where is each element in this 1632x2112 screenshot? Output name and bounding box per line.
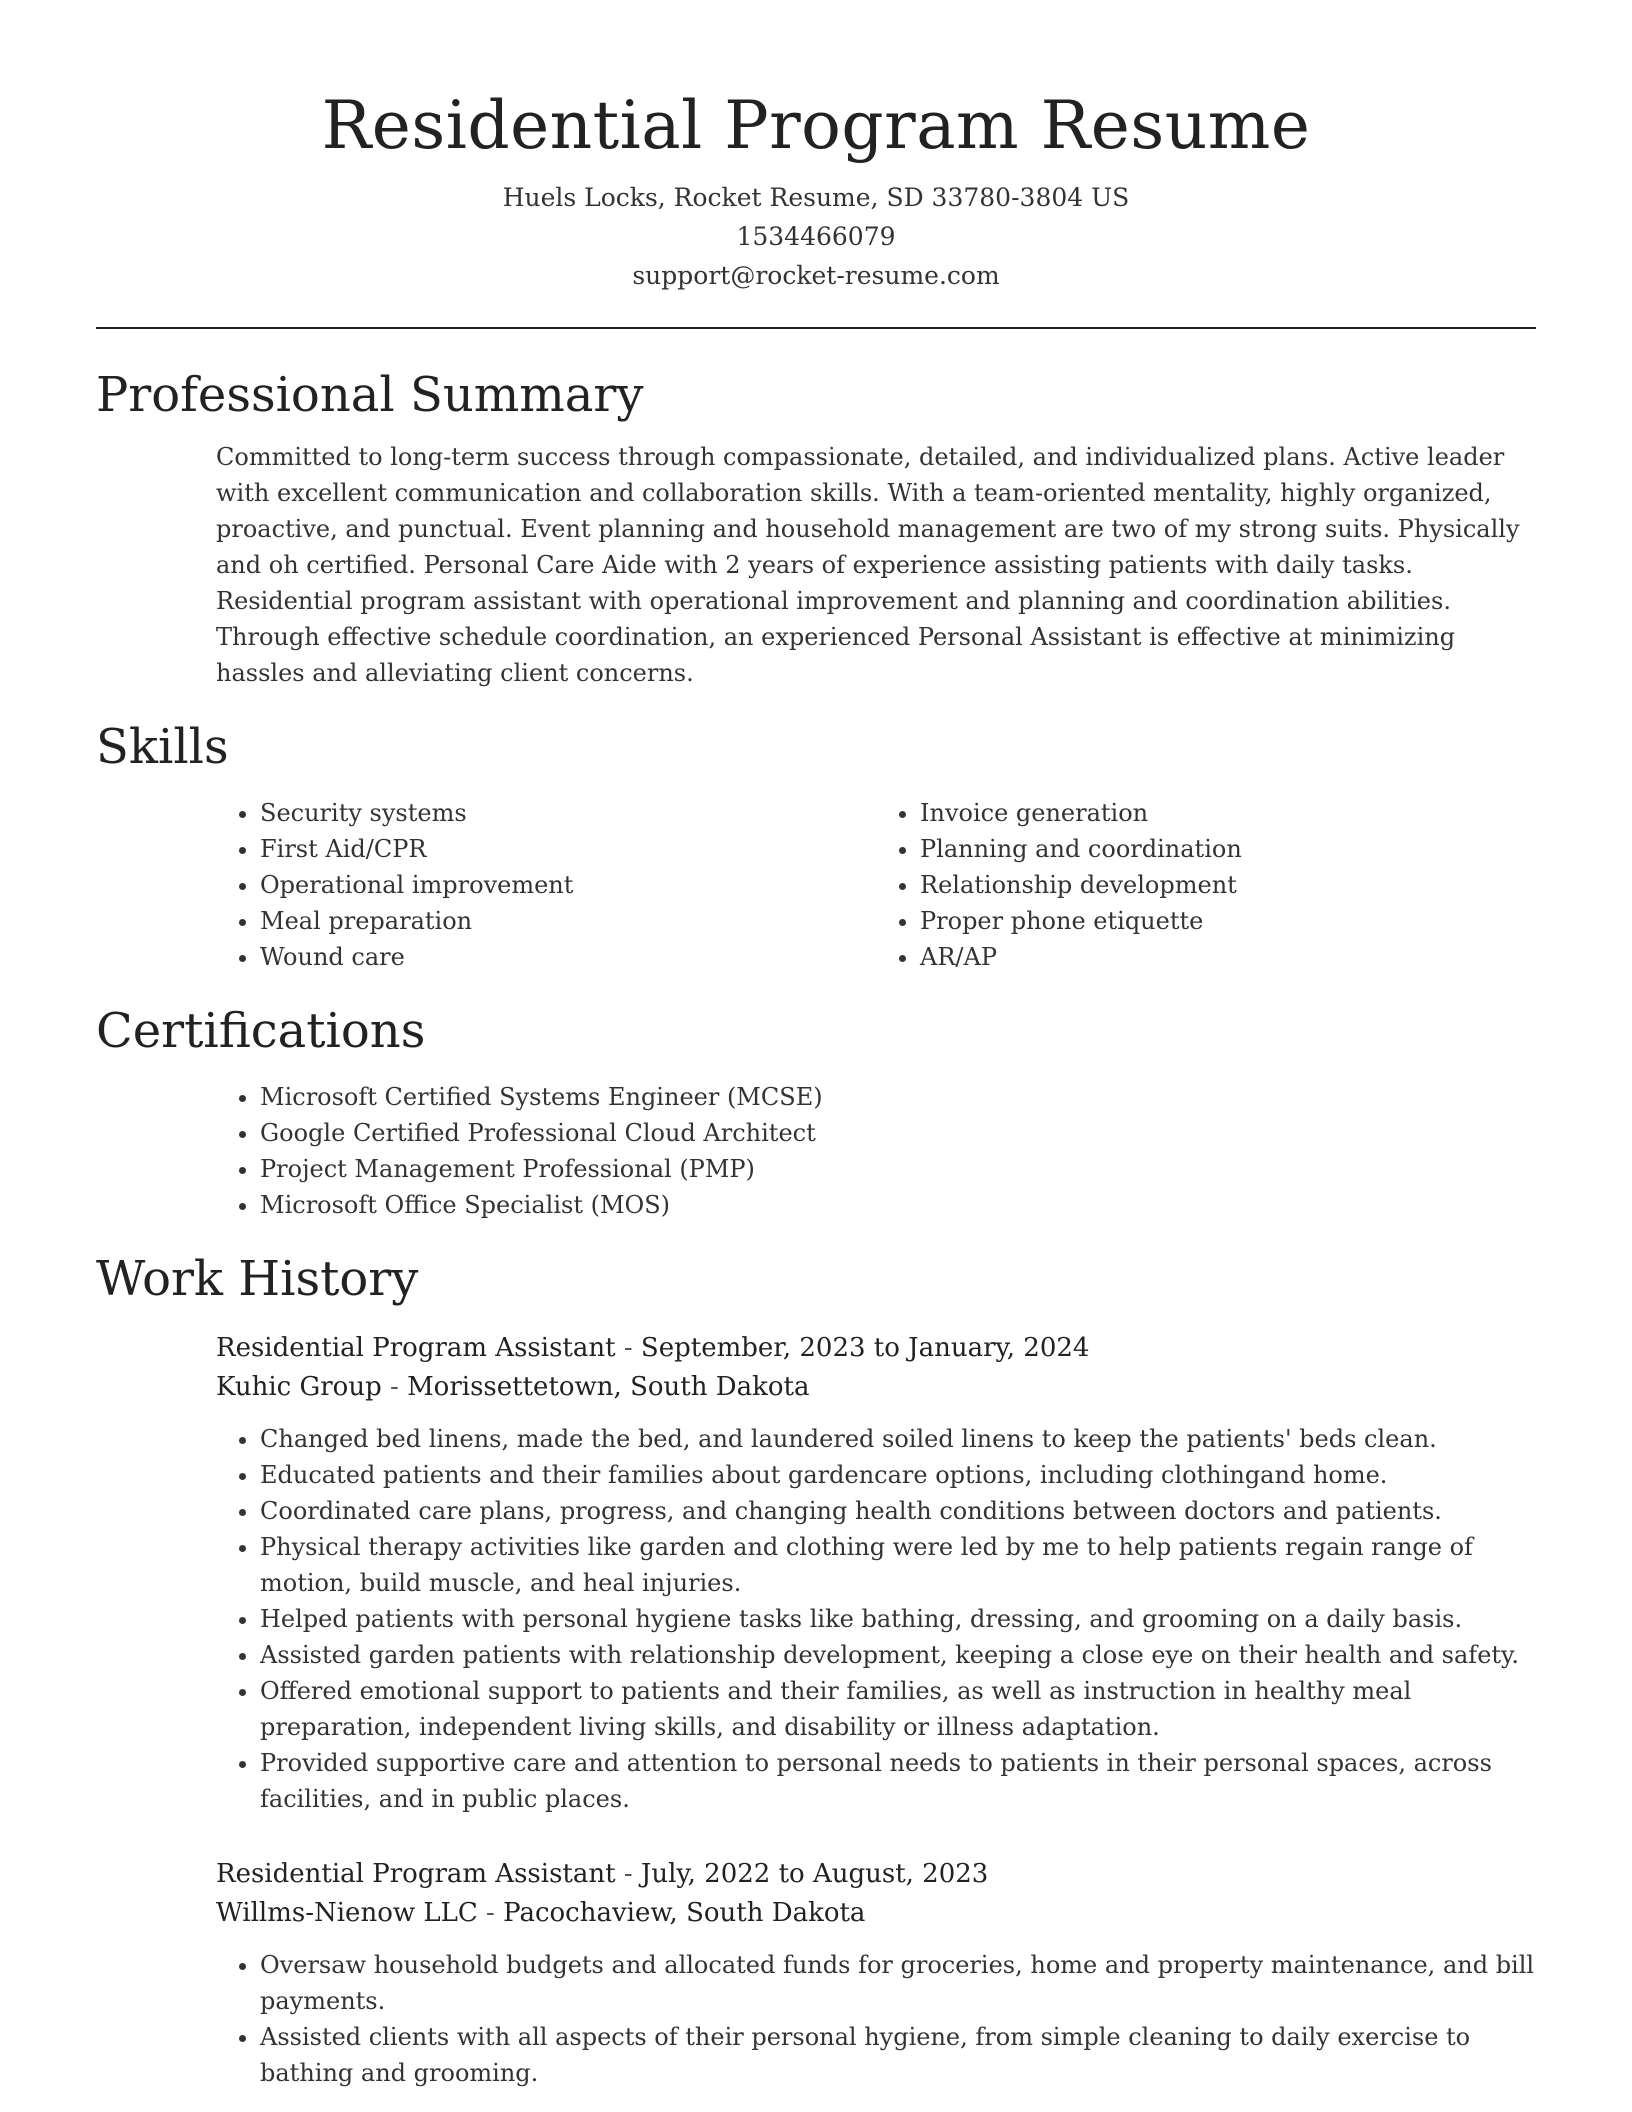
job-duty: • Provided supportive care and attention to personal needs to patients in their personal spaces, across facilities, and in public places.: [260, 1745, 1536, 1817]
contact-info: [96, 178, 1536, 295]
skill-item: • Invoice generation: [920, 795, 1536, 831]
skills-grid: [216, 795, 1536, 975]
job-duty: • Oversaw household budgets and allocated funds for groceries, home and property maintenance, and bill payments.: [260, 1947, 1536, 2019]
summary-heading: Professional Summary: [96, 367, 644, 423]
job-company: Willms-Nienow LLC: [216, 1898, 478, 1928]
job-company-line: Kuhic Group - Morissettetown, South Dakota: [216, 1372, 810, 1402]
skill-item: • First Aid/CPR: [260, 831, 876, 867]
job-duty: • Educated patients and their families about gardencare options, including clothingand home.: [260, 1457, 1536, 1493]
contact-email: support@rocket-resume.com: [632, 261, 1000, 290]
job-duty: • Offered emotional support to patients and their families, as well as instruction in healthy meal preparation, independent living skills, and disability or illness adaptation.: [260, 1673, 1536, 1745]
job-location: Pacochaview, South Dakota: [503, 1898, 866, 1928]
job-duties-list: [216, 1947, 1536, 2091]
work-history-heading: Work History: [96, 1251, 419, 1307]
certifications-heading: Certifications: [96, 1003, 426, 1059]
job-title-line: Residential Program Assistant - July, 2022 to August, 2023: [216, 1859, 989, 1889]
job-entry: [216, 1855, 1536, 2091]
skills-list-left: [216, 795, 876, 975]
job-duty: • Assisted clients with all aspects of their personal hygiene, from simple cleaning to daily exercise to bathing and grooming.: [260, 2019, 1536, 2091]
certification-item: • Microsoft Certified Systems Engineer (MCSE): [260, 1079, 1536, 1115]
job-duty: • Helped patients with personal hygiene tasks like bathing, dressing, and grooming on a daily basis.: [260, 1601, 1536, 1637]
skill-item: • Wound care: [260, 939, 876, 975]
skills-heading: Skills: [96, 719, 229, 775]
job-title-line: Residential Program Assistant - September, 2023 to January, 2024: [216, 1333, 1090, 1363]
certification-item: • Project Management Professional (PMP): [260, 1151, 1536, 1187]
certification-item: • Google Certified Professional Cloud Architect: [260, 1115, 1536, 1151]
job-entry: [216, 1329, 1536, 1817]
job-duty: • Physical therapy activities like garden and clothing were led by me to help patients regain range of motion, build muscle, and heal injuries.: [260, 1529, 1536, 1601]
contact-address: Huels Locks, Rocket Resume, SD 33780-3804 US: [502, 183, 1130, 212]
job-duties-list: [216, 1421, 1536, 1817]
skill-item: • AR/AP: [920, 939, 1536, 975]
skill-item: • Meal preparation: [260, 903, 876, 939]
skills-list-right: [876, 795, 1536, 975]
job-duty: • Coordinated care plans, progress, and changing health conditions between doctors and patients.: [260, 1493, 1536, 1529]
job-dates: September, 2023 to January, 2024: [640, 1333, 1090, 1363]
contact-phone: 1534466079: [736, 222, 896, 251]
summary-text: Committed to long-term success through compassionate, detailed, and individualized plans. Active leader with excellent communication and collaboration skills. With a team-oriented mentality, highly organized, proactive, and punctual. Event planning and household management are two of my strong suits. Physically and oh certified. Personal Care Aide with 2 years of experience assisting patients with daily tasks. Residential program assistant with operational improvement and planning and coordination abilities. Through effective schedule coordination, an experienced Personal Assistant is effective at minimizing hassles and alleviating client concerns.: [216, 443, 1520, 687]
job-role: Residential Program Assistant: [216, 1859, 616, 1889]
skill-item: • Relationship development: [920, 867, 1536, 903]
skill-item: • Proper phone etiquette: [920, 903, 1536, 939]
job-duty: • Assisted garden patients with relationship development, keeping a close eye on their health and safety.: [260, 1637, 1536, 1673]
job-duty: • Changed bed linens, made the bed, and laundered soiled linens to keep the patients' beds clean.: [260, 1421, 1536, 1457]
certification-item: • Microsoft Office Specialist (MOS): [260, 1187, 1536, 1223]
job-company: Kuhic Group: [216, 1372, 382, 1402]
certifications-list: [216, 1079, 1536, 1223]
job-dates: July, 2022 to August, 2023: [640, 1859, 989, 1889]
job-company-line: Willms-Nienow LLC - Pacochaview, South Dakota: [216, 1898, 866, 1928]
skill-item: • Security systems: [260, 795, 876, 831]
resume-title: Residential Program Resume: [321, 87, 1311, 164]
header-divider: [96, 327, 1536, 329]
job-location: Morissettetown, South Dakota: [407, 1372, 810, 1402]
job-role: Residential Program Assistant: [216, 1333, 616, 1363]
skill-item: • Planning and coordination: [920, 831, 1536, 867]
skill-item: • Operational improvement: [260, 867, 876, 903]
resume-header: [96, 0, 1536, 295]
